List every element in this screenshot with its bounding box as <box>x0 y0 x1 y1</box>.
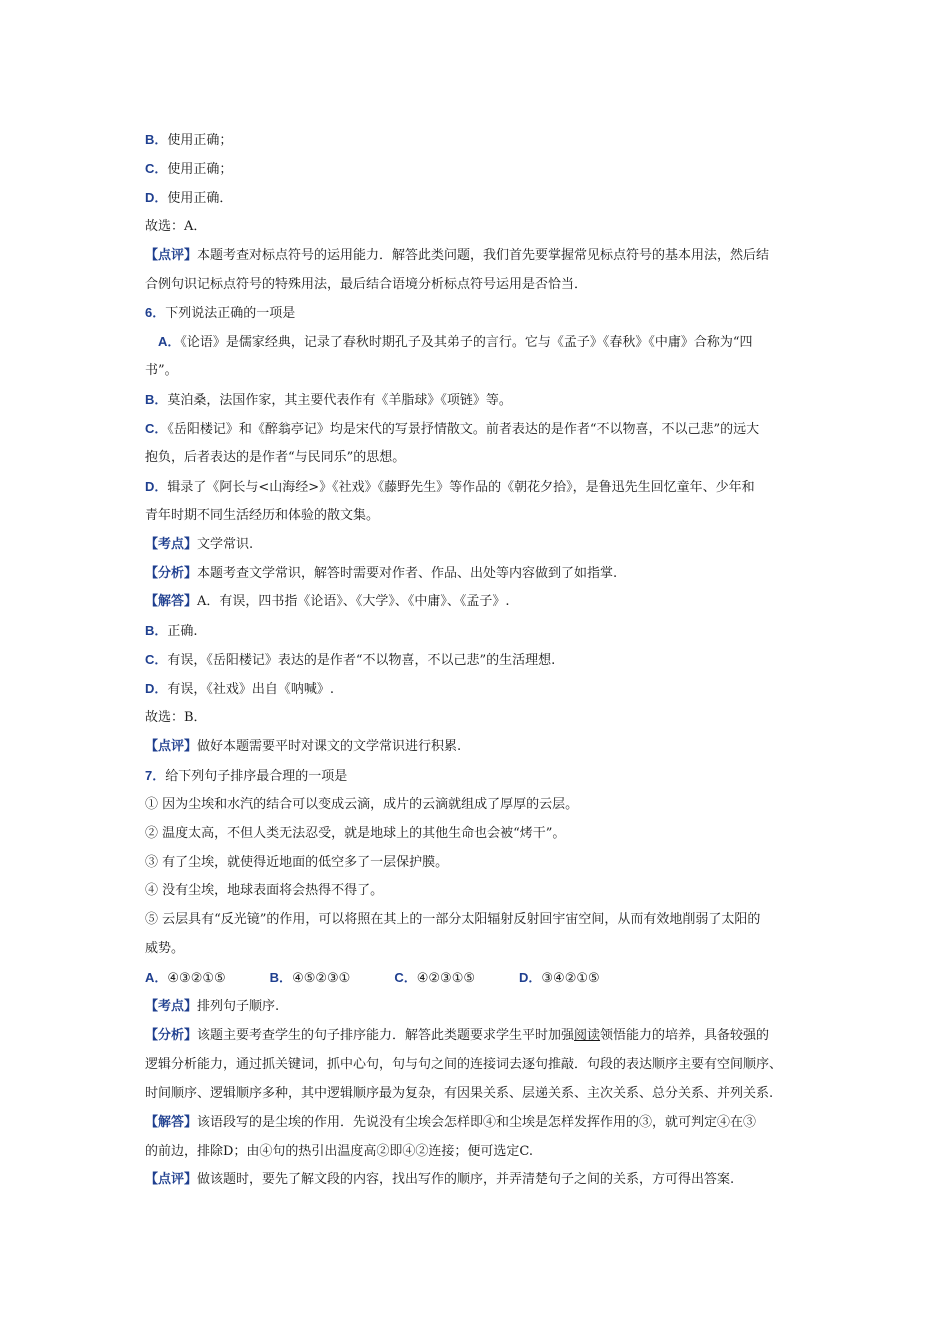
section-tag: 【解答】 <box>145 1115 198 1130</box>
section-tag: 【分析】 <box>145 1028 198 1043</box>
answer-choice <box>519 969 600 988</box>
text-line <box>145 304 815 323</box>
text-line <box>145 507 815 525</box>
text-line <box>145 333 815 352</box>
text-line <box>145 738 815 756</box>
line-text: 使用正确． <box>167 191 233 206</box>
text-line <box>145 1056 815 1074</box>
choice-text: ③④②①⑤ <box>541 971 600 986</box>
section-tag: 【考点】 <box>145 537 198 552</box>
line-text: 青年时期不同生活经历和体验的散文集。 <box>145 508 380 523</box>
line-prefix: B． <box>145 623 168 638</box>
line-text: 逻辑分析能力，通过抓关键词，抓中心句，句与句之间的连接词去逐句推敲．句段的表达顺序主要有空间顺序、 <box>145 1057 783 1072</box>
line-text: 该题主要考查学生的句子排序能力．解答此类题要求学生平时加强 <box>197 1028 575 1043</box>
text-line <box>145 247 815 265</box>
line-text: A．有误，四书指《论语》、《大学》、《中庸》、《孟子》. <box>197 594 510 609</box>
text-line <box>145 854 815 872</box>
line-text: 故选：B． <box>145 710 207 725</box>
underlined-word: 阅读 <box>574 1028 601 1043</box>
line-text: 本题考查对标点符号的运用能力．解答此类问题，我们首先要掌握常见标点符号的基本用法，然后结 <box>197 248 770 263</box>
line-text-after: 领悟能力的培养，具备较强的 <box>600 1028 770 1043</box>
line-prefix: A． <box>145 334 181 349</box>
text-line <box>145 420 815 439</box>
text-line <box>145 449 815 467</box>
line-text: 《论语》是儒家经典，记录了春秋时期孔子及其弟子的言行。它与《孟子》《春秋》《中庸》合称为“四 <box>180 335 753 350</box>
line-prefix: C． <box>145 421 168 436</box>
line-text: 该语段写的是尘埃的作用．先说没有尘埃会怎样即④和尘埃是怎样发挥作用的③，就可判定④在③ <box>197 1115 757 1130</box>
line-text: 辑录了《阿长与<山海经>》《社戏》《藤野先生》等作品的《朝花夕拾》，是鲁迅先生回忆童年、少年和 <box>167 480 755 495</box>
choice-text: ④②③①⑤ <box>416 971 476 986</box>
choice-letter: D． <box>519 970 542 985</box>
answer-choices <box>145 969 815 988</box>
text-line <box>145 1143 815 1161</box>
line-prefix: 7． <box>145 768 166 783</box>
text-line <box>145 131 815 150</box>
choice-letter: A． <box>145 970 168 985</box>
text-line <box>145 362 815 380</box>
text-line <box>145 1171 815 1189</box>
text-line <box>145 911 815 929</box>
line-text: 抱负，后者表达的是作者“与民同乐”的思想。 <box>145 450 406 465</box>
line-prefix: D． <box>145 479 168 494</box>
text-line <box>145 160 815 179</box>
line-text: 时间顺序、逻辑顺序多种，其中逻辑顺序最为复杂，有因果关系、层递关系、主次关系、总分关系、并列关系. <box>145 1086 774 1101</box>
line-text: 下列说法正确的一项是 <box>165 306 296 321</box>
line-text: ① 因为尘埃和水汽的结合可以变成云滴，成片的云滴就组成了厚厚的云层。 <box>145 797 579 812</box>
line-text: 故选：A． <box>145 219 207 234</box>
line-text: 《岳阳楼记》和《醉翁亭记》均是宋代的写景抒情散文。前者表达的是作者“不以物喜，不以己悲”的远大 <box>167 422 760 437</box>
line-prefix: B． <box>145 132 168 147</box>
line-prefix: C． <box>145 652 168 667</box>
text-line <box>145 709 815 727</box>
choice-letter: B． <box>269 970 293 985</box>
section-tag: 【考点】 <box>145 999 198 1014</box>
text-line <box>145 998 815 1016</box>
section-tag: 【分析】 <box>145 566 198 581</box>
text-line <box>145 565 815 583</box>
section-tag: 【解答】 <box>145 594 198 609</box>
section-tag: 【点评】 <box>145 739 198 754</box>
line-text: 排列句子顺序. <box>197 999 280 1014</box>
line-text: 做好本题需要平时对课文的文学常识进行积累. <box>197 739 462 754</box>
line-text: 书”。 <box>145 363 178 378</box>
text-line <box>145 536 815 554</box>
line-text: 给下列句子排序最合理的一项是 <box>165 769 348 784</box>
text-line <box>145 478 815 497</box>
text-line <box>145 680 815 699</box>
text-line <box>145 940 815 958</box>
text-line <box>145 651 815 670</box>
choice-letter: C． <box>394 970 417 985</box>
section-tag: 【点评】 <box>145 248 198 263</box>
answer-choice <box>270 969 351 988</box>
line-text: 做该题时，要先了解文段的内容，找出写作的顺序，并弄清楚句子之间的关系，方可得出答案. <box>197 1172 735 1187</box>
text-line <box>145 593 815 611</box>
choice-text: ④⑤②③① <box>292 971 351 986</box>
line-text: 合例句识记标点符号的特殊用法，最后结合语境分析标点符号运用是否恰当． <box>145 277 588 292</box>
text-line <box>145 218 815 236</box>
answer-choice <box>145 969 226 988</box>
line-text: 的前边，排除D；由④句的热引出温度高②即④②连接；便可选定C. <box>145 1144 534 1159</box>
line-text: 莫泊桑，法国作家，其主要代表作有《羊脂球》《项链》等。 <box>167 393 512 408</box>
text-line <box>145 1085 815 1103</box>
text-line <box>145 825 815 843</box>
line-text: 正确. <box>167 624 198 639</box>
text-line <box>145 276 815 294</box>
text-line <box>145 796 815 814</box>
line-prefix: D． <box>145 681 168 696</box>
line-text: 使用正确； <box>167 162 233 177</box>
text-line <box>145 767 815 786</box>
line-text: ③ 有了尘埃，就使得近地面的低空多了一层保护膜。 <box>145 855 449 870</box>
line-text: 有误，《社戏》出自《呐喊》. <box>167 682 335 697</box>
line-text: ④ 没有尘埃，地球表面将会热得不得了。 <box>145 883 384 898</box>
text-line <box>145 622 815 641</box>
line-prefix: 6． <box>145 305 166 320</box>
line-prefix: B． <box>145 392 168 407</box>
line-text: ⑤ 云层具有“反光镜”的作用，可以将照在其上的一部分太阳辐射反射回宇宙空间，从而有效地削弱了太阳的 <box>145 912 761 927</box>
line-text: 威势。 <box>145 941 185 956</box>
answer-choice <box>394 969 475 988</box>
text-line <box>145 882 815 900</box>
line-text: 有误，《岳阳楼记》表达的是作者“不以物喜，不以己悲”的生活理想. <box>167 653 556 668</box>
text-line <box>145 1027 815 1045</box>
line-prefix: C． <box>145 161 168 176</box>
line-text: 本题考查文学常识，解答时需要对作者、作品、出处等内容做到了如指掌. <box>197 566 618 581</box>
text-line <box>145 189 815 208</box>
line-text: 使用正确； <box>167 133 233 148</box>
line-text: ② 温度太高，不但人类无法忍受，就是地球上的其他生命也会被“烤干”。 <box>145 826 566 841</box>
line-prefix: D． <box>145 190 168 205</box>
choice-text: ④③②①⑤ <box>167 971 226 986</box>
text-line <box>145 391 815 410</box>
section-tag: 【点评】 <box>145 1172 198 1187</box>
line-text: 文学常识. <box>197 537 254 552</box>
text-line <box>145 1114 815 1132</box>
